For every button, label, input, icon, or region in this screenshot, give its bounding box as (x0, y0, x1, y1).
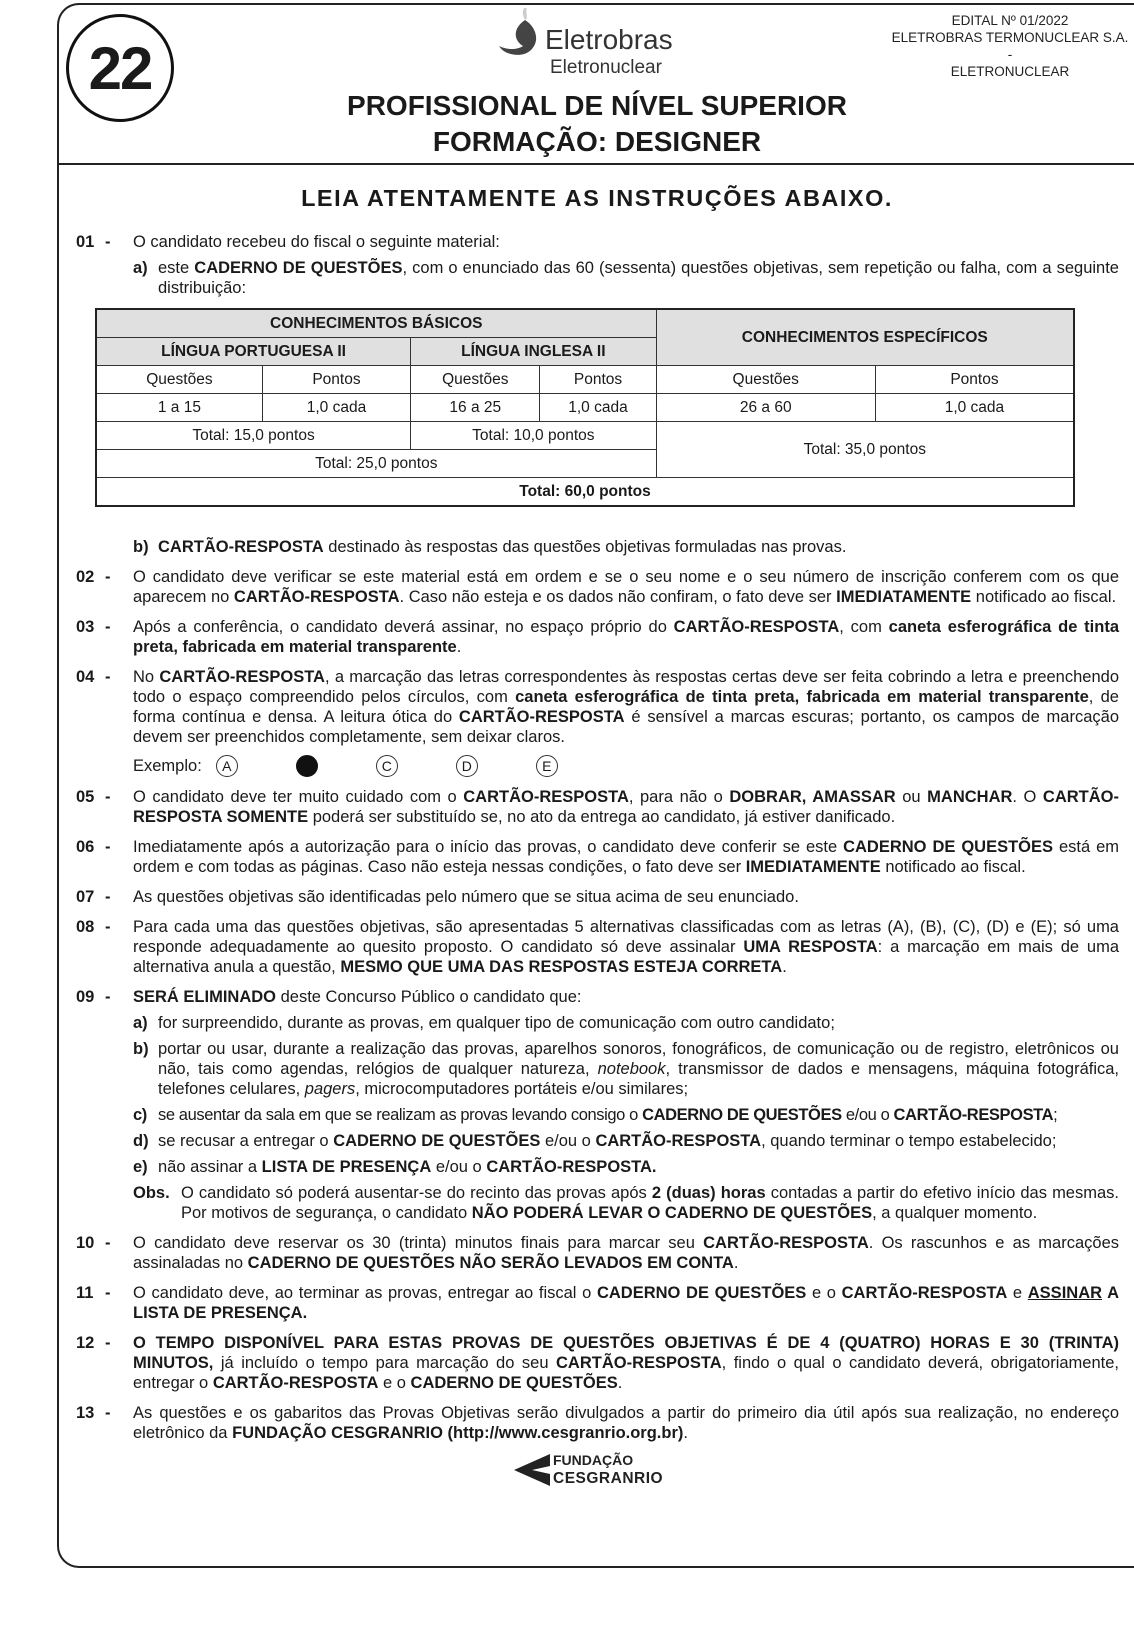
table-cell: 1 a 15 (96, 394, 262, 422)
table-cell: 26 a 60 (656, 394, 875, 422)
marking-example (73, 755, 1119, 777)
filled-bubble-icon (296, 755, 318, 777)
table-cell: Questões (411, 366, 540, 394)
table-cell: Total: 10,0 pontos (411, 422, 656, 450)
option-d-bubble: D (456, 755, 478, 777)
instruction-01-a: a) este CADERNO DE QUESTÕES, com o enunciado das 60 (sessenta) questões objetivas, sem repetição ou falha, com a seguinte distribuição: (133, 259, 1119, 297)
instruction-02: 02 - O candidato deve verificar se este material está em ordem e se o seu nome e o seu número de inscrição conferem com os que aparecem no CARTÃO-RESPOSTA. Caso não esteja e os dados não confiram, o fato deve ser IMEDIATAMENTE notificado ao fiscal. (76, 568, 1119, 606)
table-cell: Questões (656, 366, 875, 394)
table-cell: Total: 25,0 pontos (96, 450, 656, 478)
instruction-07: 07 - As questões objetivas são identificadas pelo número que se situa acima de seu enunciado. (76, 888, 799, 906)
table-cell: Total: 35,0 pontos (656, 422, 1074, 478)
instructions-list (73, 222, 1119, 1443)
table-header: LÍNGUA INGLESA II (411, 338, 656, 366)
instruction-11: 11 - O candidato deve, ao terminar as provas, entregar ao fiscal o CADERNO DE QUESTÕES e o CARTÃO-RESPOSTA e ASSINAR A LISTA DE PRESENÇA. (76, 1284, 1119, 1322)
table-header: LÍNGUA PORTUGUESA II (96, 338, 411, 366)
table-cell: Questões (96, 366, 262, 394)
instructions-title: LEIA ATENTAMENTE AS INSTRUÇÕES ABAIXO. (301, 185, 893, 211)
exam-number-badge: 22 (66, 14, 174, 122)
table-header: CONHECIMENTOS BÁSICOS (96, 309, 656, 338)
table-cell: 16 a 25 (411, 394, 540, 422)
logo-sub: Eletronuclear (550, 57, 662, 78)
table-cell: 1,0 cada (540, 394, 656, 422)
edital-line: EDITAL Nº 01/2022 (951, 13, 1069, 28)
edital-line: ELETRONUCLEAR (950, 64, 1070, 79)
instruction-09: 09 - SERÁ ELIMINADO deste Concurso Público o candidato que: a) for surpreendido, durante as provas, em qualquer tipo de comunicação com outro candidato; b) portar ou usar, durante a realização das provas, aparelhos sonoros, fonográficos, de comunicação ou de registro, eletrônicos ou não, tais como agendas, relógios de qualquer natureza, notebook, transmissor de dados e mensagens, máquina fotográfica, telefones celulares, pagers, microcomputadores portáteis e/ou similares; c) se ausentar da sala em que se realizam as provas levando consigo o CADERNO DE QUESTÕES e/ou o CARTÃO-RESPOSTA; d) se recusar a entregar o CADERNO DE QUESTÕES e/ou o CARTÃO-RESPOSTA, quando terminar o tempo estabelecido; e) não assinar a LISTA DE PRESENÇA e/ou o CARTÃO-RESPOSTA. Obs. O candidato só poderá ausentar-se do recinto das provas após 2 (duas) horas contadas a partir do efetivo início das mesmas. Por motivos de segurança, o candidato NÃO PODERÁ LEVAR O CADERNO DE QUESTÕES, a qualquer momento. (76, 988, 1120, 1222)
instruction-12: 12 - O TEMPO DISPONÍVEL PARA ESTAS PROVAS DE QUESTÕES OBJETIVAS É DE 4 (QUATRO) HORAS E 30 (TRINTA) MINUTOS, já incluído o tempo para marcação do seu CARTÃO-RESPOSTA, findo o qual o candidato deverá, obrigatoriamente, entregar o CARTÃO-RESPOSTA e o CADERNO DE QUESTÕES. (76, 1334, 1119, 1392)
instruction-01: 01 - O candidato recebeu do fiscal o seguinte material: a) este CADERNO DE QUESTÕES, com o enunciado das 60 (sessenta) questões objetivas, sem repetição ou falha, com a seguinte distribuição: (76, 233, 1119, 297)
page-title: PROFISSIONAL DE NÍVEL SUPERIOR FORMAÇÃO: DESIGNER (347, 90, 847, 157)
score-distribution-table (95, 308, 1075, 507)
header-divider (57, 163, 1134, 165)
instruction-03: 03 - Após a conferência, o candidato deverá assinar, no espaço próprio do CARTÃO-RESPOSTA, com caneta esferográfica de tinta preta, fabricada em material transparente. (76, 618, 1119, 656)
table-cell: Pontos (540, 366, 656, 394)
instruction-04: 04 - No CARTÃO-RESPOSTA, a marcação das letras correspondentes às respostas certas deve ser feita cobrindo a letra e preenchendo todo o espaço compreendido pelos círculos, com caneta esferográfica de tinta preta, fabricada em material transparente, de forma contínua e densa. A leitura ótica do CARTÃO-RESPOSTA é sensível a marcas escuras; portanto, os campos de marcação devem ser preenchidos completamente, sem deixar claros. (76, 668, 1119, 746)
instruction-10: 10 - O candidato deve reservar os 30 (trinta) minutos finais para marcar seu CARTÃO-RESPOSTA. Os rascunhos e as marcações assinaladas no CADERNO DE QUESTÕES NÃO SERÃO LEVADOS EM CONTA. (76, 1234, 1120, 1272)
edital-line: ELETROBRAS TERMONUCLEAR S.A. - (891, 30, 1129, 62)
instruction-13: 13 - As questões e os gabaritos das Provas Objetivas serão divulgados a partir do primeiro dia útil após sua realização, no endereço eletrônico da FUNDAÇÃO CESGRANRIO (http://www.cesgranrio.org.br). (76, 1404, 1119, 1442)
table-cell: 1,0 cada (875, 394, 1074, 422)
option-c-bubble: C (376, 755, 398, 777)
table-cell: Pontos (875, 366, 1074, 394)
footer-logo-line1: FUNDAÇÃO (553, 1452, 634, 1468)
instruction-05: 05 - O candidato deve ter muito cuidado com o CARTÃO-RESPOSTA, para não o DOBRAR, AMASSAR ou MANCHAR. O CARTÃO-RESPOSTA SOMENTE poderá ser substituído se, no ato da entrega ao candidato, já estiver danificado. (76, 788, 1119, 826)
option-e-bubble: E (536, 755, 558, 777)
table-cell: Total: 60,0 pontos (96, 478, 1074, 507)
table-cell: Total: 15,0 pontos (96, 422, 411, 450)
table-cell: Pontos (262, 366, 410, 394)
instruction-06: 06 - Imediatamente após a autorização para o início das provas, o candidato deve conferir se este CADERNO DE QUESTÕES está em ordem e com todas as páginas. Caso não esteja nessas condições, o fato deve ser IMEDIATAMENTE notificado ao fiscal. (76, 838, 1119, 876)
logo-name: Eletrobras (545, 24, 673, 55)
edital-info (890, 12, 1130, 80)
table-header: CONHECIMENTOS ESPECÍFICOS (656, 309, 1074, 366)
option-a-bubble: A (216, 755, 238, 777)
instruction-08: 08 - Para cada uma das questões objetivas, são apresentadas 5 alternativas classificadas com as letras (A), (B), (C), (D) e (E); só uma responde adequadamente ao quesito proposto. O candidato só deve assinalar UMA RESPOSTA: a marcação em mais de uma alternativa anula a questão, MESMO QUE UMA DAS RESPOSTAS ESTEJA CORRETA. (76, 918, 1120, 976)
table-cell: 1,0 cada (262, 394, 410, 422)
instruction-01-b: b) CARTÃO-RESPOSTA destinado às respostas das questões objetivas formuladas nas provas. (133, 538, 847, 556)
example-label: Exemplo: (133, 757, 202, 775)
footer-logo-line2: CESGRANRIO (553, 1470, 664, 1487)
